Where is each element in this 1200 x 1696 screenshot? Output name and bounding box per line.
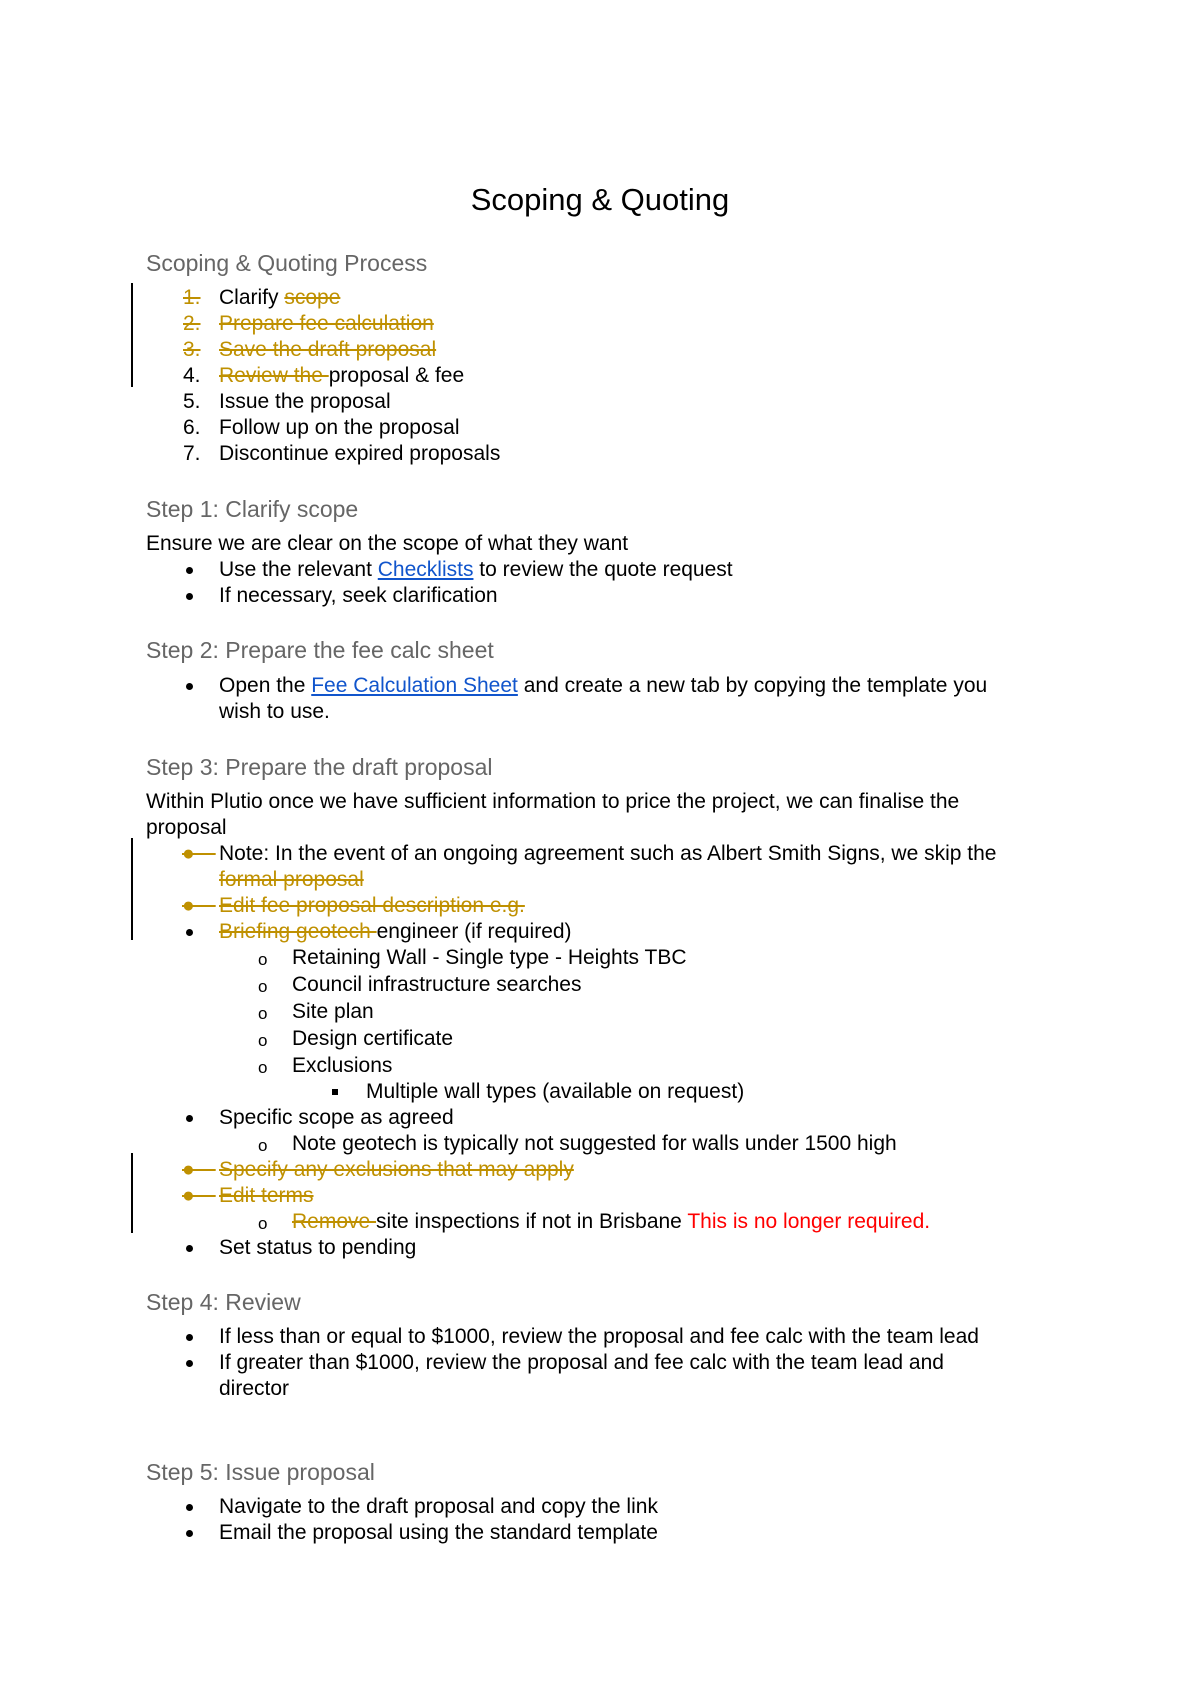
- step5-heading: Step 5: Issue proposal: [146, 1459, 375, 1485]
- step3-note: Note: In the event of an ongoing agreement such as Albert Smith Signs, we skip the: [219, 842, 997, 865]
- step3-sub-item: Exclusions: [292, 1054, 393, 1077]
- step3-remove: [292, 1209, 930, 1235]
- step2-bullet-1-cont: wish to use.: [219, 700, 330, 723]
- step5-bullet-2: Email the proposal using the standard template: [219, 1521, 658, 1544]
- bullet-text: to review the quote request: [473, 558, 733, 581]
- list-item: [219, 363, 464, 389]
- list-item: [219, 285, 340, 311]
- sub-bullet: o: [258, 977, 268, 996]
- step3-edit-terms: Edit terms: [219, 1184, 314, 1207]
- checklists-link[interactable]: Checklists: [377, 558, 474, 581]
- list-item-text: proposal & fee: [328, 364, 465, 387]
- bullet: [186, 1360, 193, 1367]
- step3-note-struck: formal proposal: [219, 868, 364, 891]
- step3-heading: Step 3: Prepare the draft proposal: [146, 754, 493, 780]
- step3-status: Set status to pending: [219, 1236, 417, 1259]
- list-item-number: 5.: [183, 390, 201, 413]
- step4-bullet-2: If greater than $1000, review the proposal and fee calc with the team lead and: [219, 1351, 944, 1374]
- list-item: [219, 337, 436, 363]
- bullet: [186, 593, 193, 600]
- step3-intro-line2: proposal: [146, 816, 227, 839]
- step2-bullet-1: [219, 673, 987, 699]
- step1-bullet-1: [219, 557, 733, 583]
- step2-heading: Step 2: Prepare the fee calc sheet: [146, 637, 494, 663]
- step3-edit-fee: Edit fee proposal description e.g.: [219, 894, 525, 917]
- list-item: Discontinue expired proposals: [219, 442, 501, 465]
- step4-bullet-2-cont: director: [219, 1377, 290, 1400]
- step1-bullet-2: If necessary, seek clarification: [219, 584, 498, 607]
- list-item-text: Clarify: [219, 286, 285, 309]
- sub-bullet: o: [258, 1214, 268, 1233]
- step3-sub-item: Council infrastructure searches: [292, 973, 582, 996]
- bullet-text: Use the relevant: [219, 558, 378, 581]
- list-item-number: 1.: [183, 286, 201, 309]
- struck-text: Review the: [219, 364, 329, 387]
- step3-intro-line1: Within Plutio once we have sufficient information to price the project, we can finalise the: [146, 790, 960, 813]
- bullet-text: engineer (if required): [376, 920, 572, 943]
- step3-specific: Specific scope as agreed: [219, 1106, 454, 1129]
- bullet: [186, 1530, 193, 1537]
- step1-intro: Ensure we are clear on the scope of what they want: [146, 532, 629, 555]
- list-item: [219, 311, 434, 337]
- step1-heading: Step 1: Clarify scope: [146, 496, 359, 522]
- bullet: [186, 929, 193, 936]
- list-item-number: 3.: [183, 338, 201, 361]
- step3-subsub-item: Multiple wall types (available on request): [366, 1080, 745, 1103]
- change-bar: [131, 1153, 133, 1233]
- struck-bullet-marker: ●: [182, 1158, 216, 1181]
- list-item-number: 4.: [183, 364, 201, 387]
- list-item-number: 7.: [183, 442, 201, 465]
- red-note: This is no longer required.: [687, 1210, 931, 1233]
- step4-bullet-1: If less than or equal to $1000, review the proposal and fee calc with the team lead: [219, 1325, 979, 1348]
- bullet: [186, 683, 193, 690]
- step3-briefing: [219, 919, 572, 945]
- bullet: [186, 1115, 193, 1122]
- sub-bullet: o: [258, 1136, 268, 1155]
- struck-text: Remove: [292, 1210, 377, 1233]
- list-item-number: 2.: [183, 312, 201, 335]
- sub-bullet: o: [258, 950, 268, 969]
- step3-sub-item: Site plan: [292, 1000, 374, 1023]
- list-item: Follow up on the proposal: [219, 416, 460, 439]
- change-bar: [131, 283, 133, 387]
- struck-text: Briefing geotech: [219, 920, 377, 943]
- list-item-number: 6.: [183, 416, 201, 439]
- list-item: Issue the proposal: [219, 390, 391, 413]
- step3-sub-item: Retaining Wall - Single type - Heights TBC: [292, 946, 687, 969]
- document-title: Scoping & Quoting: [470, 182, 730, 217]
- sub-bullet: o: [258, 1031, 268, 1050]
- process-heading: Scoping & Quoting Process: [146, 250, 428, 276]
- struck-bullet-marker: ●: [182, 1184, 216, 1207]
- bullet-text: site inspections if not in Brisbane: [376, 1210, 688, 1233]
- struck-text: Prepare fee calculation: [219, 312, 434, 335]
- bullet: [186, 567, 193, 574]
- change-bar: [131, 838, 133, 940]
- bullet: [186, 1245, 193, 1252]
- step3-sub-item: Design certificate: [292, 1027, 454, 1050]
- struck-bullet-marker: ●: [182, 842, 216, 865]
- step3-specific-sub: Note geotech is typically not suggested for walls under 1500 high: [292, 1132, 897, 1155]
- step5-bullet-1: Navigate to the draft proposal and copy the link: [219, 1495, 658, 1518]
- sub-bullet: o: [258, 1058, 268, 1077]
- struck-text: scope: [284, 286, 341, 309]
- square-bullet: [332, 1089, 338, 1095]
- bullet-text: Open the: [219, 674, 312, 697]
- step4-heading: Step 4: Review: [146, 1289, 301, 1315]
- bullet-text: and create a new tab by copying the template you: [517, 674, 988, 697]
- struck-text: Save the draft proposal: [219, 338, 437, 361]
- step3-specify: Specify any exclusions that may apply: [219, 1158, 574, 1181]
- bullet: [186, 1334, 193, 1341]
- bullet: [186, 1504, 193, 1511]
- fee-calculation-sheet-link[interactable]: Fee Calculation Sheet: [311, 674, 518, 697]
- struck-bullet-marker: ●: [182, 894, 216, 917]
- sub-bullet: o: [258, 1004, 268, 1023]
